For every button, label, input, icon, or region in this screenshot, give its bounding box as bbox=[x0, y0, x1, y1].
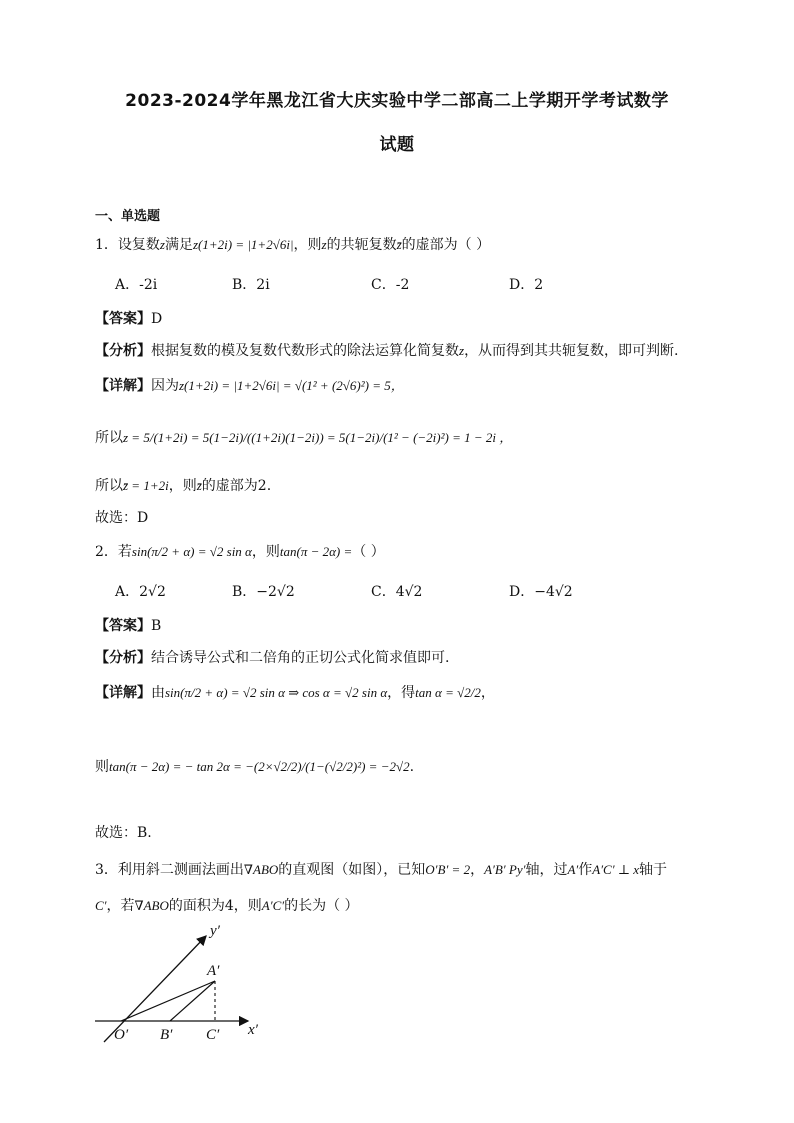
q3-stem-c: ， bbox=[470, 862, 485, 878]
q1-z: z bbox=[159, 237, 165, 252]
x-axis-label: x′ bbox=[248, 1022, 258, 1038]
q2-stem-a: 2．若 bbox=[95, 544, 132, 560]
q3-tri1: ∇ABO bbox=[243, 862, 279, 877]
q1-detail-math: z(1+2i) = |1+2√6i| = √(1² + (2√6)²) = 5， bbox=[179, 378, 404, 393]
q1-answer-tag: 【答案】 bbox=[95, 311, 151, 327]
point-b-label: B′ bbox=[160, 1027, 173, 1043]
q1-analysis bbox=[95, 340, 679, 360]
q1-line3-math: z̄ = 1+2i bbox=[123, 478, 169, 493]
point-a-label: A′ bbox=[207, 963, 220, 979]
q1-answer bbox=[95, 308, 162, 328]
q3-tri2: ∇ABO bbox=[134, 898, 169, 913]
q2-detail-tag: 【详解】 bbox=[95, 685, 151, 701]
q3-line2-a: ，若 bbox=[106, 898, 135, 914]
q1-line3-num: 2 bbox=[257, 478, 267, 494]
q3-seg1: O′B′ = 2 bbox=[425, 862, 471, 877]
q2-option-c: C．4√2 bbox=[371, 584, 423, 600]
q1-detail bbox=[95, 375, 404, 395]
q1-option-a: A．-2i bbox=[115, 277, 158, 293]
q1-line3-a: 所以 bbox=[95, 478, 123, 494]
q1-zbar: z̄ bbox=[396, 237, 402, 252]
q1-analysis-b: ，从而得到其共轭复数，即可判断. bbox=[464, 343, 679, 359]
q2-analysis-tag: 【分析】 bbox=[95, 650, 151, 666]
q3-stem bbox=[95, 859, 667, 879]
q1-option-d: D．2 bbox=[509, 277, 544, 293]
q2-line2-math: tan(π − 2α) = − tan 2α = −(2×√2/2)/(1−(√2/2)²) = −2√2 bbox=[109, 759, 410, 774]
q2-answer-tag: 【答案】 bbox=[95, 618, 151, 634]
q1-analysis-z: z bbox=[459, 343, 465, 358]
q2-option-b: B．−2√2 bbox=[232, 584, 295, 600]
q1-line3-c: 的虚部为 bbox=[201, 478, 258, 494]
q1-line2-a: 所以 bbox=[95, 430, 123, 446]
q2-stem-math: sin(π/2 + α) = √2 sin α bbox=[131, 544, 252, 559]
q2-option-a: A．2√2 bbox=[115, 584, 166, 600]
q1-answer-value: D bbox=[151, 311, 163, 327]
q3-pa: A′ bbox=[567, 862, 579, 877]
q1-stem-math: z(1+2i) = |1+2√6i| bbox=[192, 237, 294, 252]
q1-stem-b: 满足 bbox=[164, 237, 193, 253]
oblique-projection-figure bbox=[90, 918, 280, 1048]
q1-stem-e: 的虚部为（ ） bbox=[401, 237, 491, 253]
q3-line2-c: 的长为（ ） bbox=[284, 898, 359, 914]
q1-conclusion: 故选：D bbox=[95, 510, 149, 526]
q2-stem-c: （ ） bbox=[352, 544, 385, 560]
q2-answer-value: B bbox=[151, 618, 162, 634]
q2-detail-line2 bbox=[95, 756, 414, 776]
q1-stem-c: ，则 bbox=[293, 237, 322, 253]
q2-detail-b: ，得 bbox=[387, 685, 416, 701]
q1-line3-zbar: z̄ bbox=[196, 478, 202, 493]
q3-stem-line2 bbox=[95, 895, 359, 915]
q3-pc: C′ bbox=[95, 898, 107, 913]
document-title-line2: 试题 bbox=[379, 135, 415, 155]
q1-z-2: z bbox=[321, 237, 327, 252]
q2-detail-a: 由 bbox=[151, 685, 165, 701]
q3-stem-d: 轴，过 bbox=[525, 862, 568, 878]
q1-line3-end: . bbox=[266, 478, 272, 494]
q2-stem-math2: tan(π − 2α) = bbox=[279, 544, 353, 559]
segment-ba bbox=[170, 981, 215, 1021]
q1-line3-b: ，则 bbox=[168, 478, 197, 494]
q1-stem-d: 的共轭复数 bbox=[326, 237, 397, 253]
q2-analysis-text: 结合诱导公式和二倍角的正切公式化简求值即可. bbox=[151, 650, 450, 666]
point-o-label: O′ bbox=[114, 1027, 129, 1043]
q2-analysis bbox=[95, 647, 449, 667]
point-c-label: C′ bbox=[206, 1027, 220, 1043]
q1-option-c: C．-2 bbox=[371, 277, 410, 293]
q2-conclusion: 故选：B. bbox=[95, 825, 152, 841]
q3-par: A′B′ Py′ bbox=[484, 862, 526, 877]
q1-detail-line2 bbox=[95, 427, 512, 447]
q1-analysis-tag: 【分析】 bbox=[95, 343, 151, 359]
q2-stem bbox=[95, 541, 385, 561]
q1-stem-a: 1．设复数 bbox=[95, 237, 160, 253]
q3-perp: A′C′ ⊥ x bbox=[592, 862, 640, 877]
segment-oa bbox=[121, 981, 215, 1021]
q2-stem-b: ，则 bbox=[251, 544, 280, 560]
q2-answer bbox=[95, 615, 161, 635]
q1-analysis-a: 根据复数的模及复数代数形式的除法运算化简复数 bbox=[151, 343, 459, 359]
q3-stem-f: 轴于 bbox=[639, 862, 668, 878]
q2-option-d: D．−4√2 bbox=[509, 584, 573, 600]
q1-line2-math: z = 5/(1+2i) = 5(1−2i)/((1+2i)(1−2i)) = 5(1−2i)/(1² − (−2i)²) = 1 − 2i ， bbox=[123, 430, 513, 445]
q1-option-b: B．2i bbox=[232, 277, 270, 293]
q2-line2-a: 则 bbox=[95, 759, 109, 775]
q3-stem-b: 的直观图（如图），已知 bbox=[278, 862, 426, 878]
q1-detail-a: 因为 bbox=[151, 378, 179, 394]
section-heading: 一、单选题 bbox=[95, 209, 161, 224]
q3-line2-b: 的面积为4，则 bbox=[168, 898, 262, 914]
q3-stem-e: 作 bbox=[578, 862, 593, 878]
q2-detail-c: ， bbox=[480, 685, 495, 701]
y-axis-label: y′ bbox=[210, 923, 220, 939]
q1-detail-tag: 【详解】 bbox=[95, 378, 151, 394]
q2-detail-math: sin(π/2 + α) = √2 sin α ⇒ cos α = √2 sin α bbox=[165, 685, 388, 700]
q3-stem-a: 3．利用斜二测画法画出 bbox=[95, 862, 244, 878]
q1-detail-line3 bbox=[95, 475, 271, 495]
q2-detail bbox=[95, 682, 495, 702]
q2-line2-b: . bbox=[409, 759, 415, 775]
q1-stem bbox=[95, 234, 490, 254]
document-title-line1: 2023-2024学年黑龙江省大庆实验中学二部高二上学期开学考试数学 bbox=[125, 91, 669, 111]
q3-seg2: A′C′ bbox=[261, 898, 285, 913]
q2-detail-math2: tan α = √2/2 bbox=[415, 685, 481, 700]
